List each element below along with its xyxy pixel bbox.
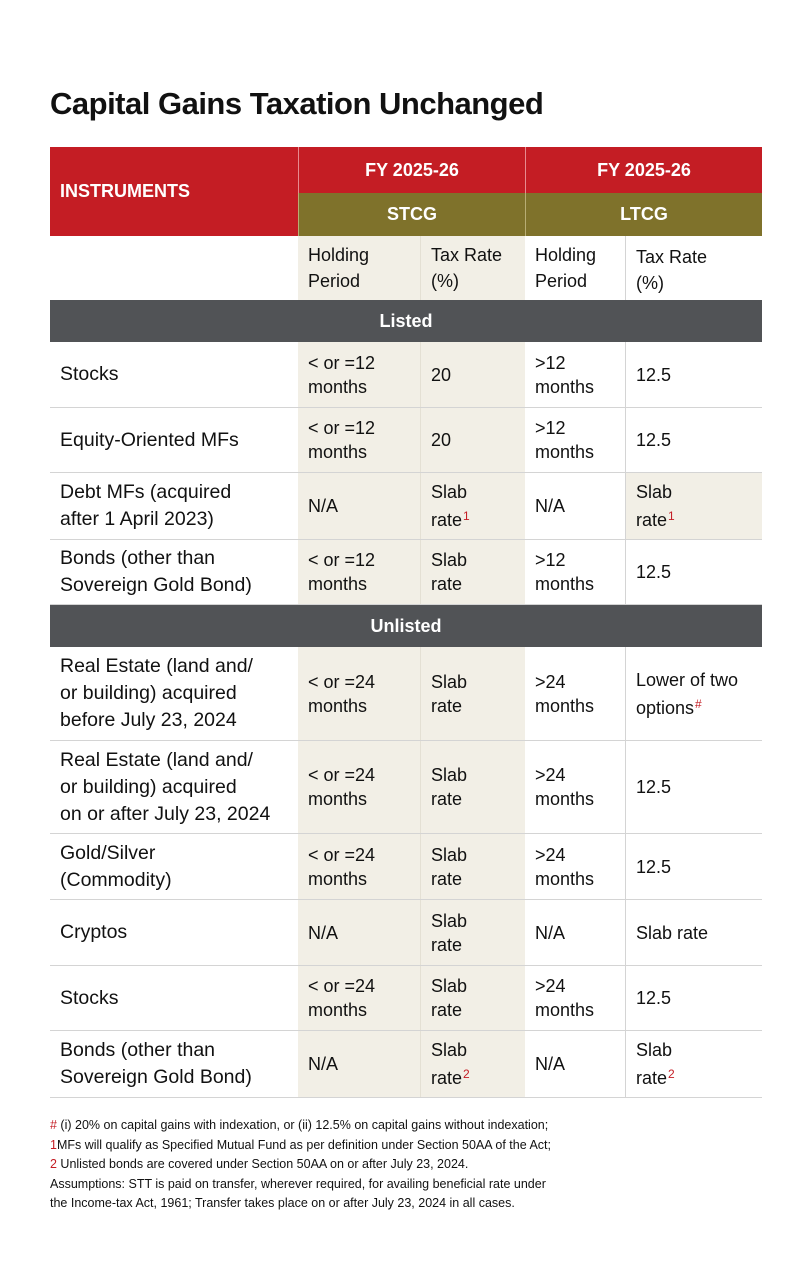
- st-tax-rate-cell: [420, 342, 525, 407]
- lt-tax-rate-cell-text: Slab rate$^1$: [636, 482, 675, 530]
- st-tax-rate-cell-text: Slab rate: [431, 910, 468, 955]
- footnote-marker: 2: [463, 1067, 470, 1081]
- lt-holding-period-cell: [525, 647, 625, 740]
- instrument-cell-text: Cryptos: [60, 921, 128, 943]
- lt-holding-period-cell-text: N/A: [535, 496, 566, 516]
- lt-holding-period-cell: [525, 473, 625, 539]
- st-tax-rate-cell-text: Slab rate: [431, 976, 468, 1020]
- st-holding-period-cell-text: < or =24 months: [308, 976, 376, 1020]
- st-holding-period-cell-text: N/A: [308, 922, 339, 943]
- table-row: [50, 900, 762, 966]
- st-holding-period-cell: [298, 342, 420, 407]
- footnote-line: [50, 1116, 610, 1136]
- fy-ltcg-label: FY 2025-26: [597, 159, 691, 180]
- lt-tax-rate-cell: [625, 834, 762, 899]
- instrument-cell: [50, 900, 298, 965]
- instrument-cell-text: Bonds (other than Sovereign Gold Bond): [60, 1039, 252, 1088]
- lt-holding-period-cell-text: N/A: [535, 1054, 566, 1074]
- st-tax-rate-cell-text: Slab rate: [431, 550, 468, 594]
- st-tax-rate-cell: [420, 834, 525, 899]
- table-row: [50, 647, 762, 741]
- lt-holding-period-cell-text: >24 months: [535, 844, 595, 889]
- instrument-cell: [50, 834, 298, 899]
- lt-tax-rate-cell-text: 12.5: [636, 988, 672, 1008]
- lt-tax-rate-header: Tax Rate (%): [625, 236, 762, 300]
- st-holding-period-cell: [298, 741, 420, 833]
- footnote-mark: 1: [50, 1137, 57, 1152]
- lt-tax-rate-cell: [625, 473, 762, 539]
- instrument-cell-text: Stocks: [60, 363, 119, 385]
- st-tax-rate-cell: [420, 408, 525, 472]
- lt-tax-rate-cell-text: 12.5: [636, 562, 672, 582]
- footnote-text: Unlisted bonds are covered under Section 50AA on or after July 23, 2024.: [56, 1157, 469, 1171]
- footnote-marker: 1: [463, 509, 470, 523]
- section-header-unlisted: Unlisted: [50, 605, 762, 647]
- instrument-cell-text: Real Estate (land and/ or building) acquired before July 23, 2024: [60, 655, 253, 731]
- lt-tax-rate-cell: [625, 966, 762, 1030]
- st-tax-rate-cell: [420, 540, 525, 604]
- instrument-cell-text: Bonds (other than Sovereign Gold Bond): [60, 547, 252, 596]
- st-tax-rate-cell: [420, 647, 525, 740]
- st-holding-period-cell-text: N/A: [308, 496, 339, 516]
- lt-holding-period-cell: [525, 408, 625, 472]
- ltcg-header: [525, 193, 762, 236]
- lt-tax-rate-cell-text: Slab rate$^2$: [636, 1040, 675, 1088]
- st-holding-period-cell-text: < or =24 months: [308, 844, 376, 889]
- footnote-marker: 2: [668, 1067, 675, 1081]
- st-tax-rate-header: Tax Rate (%): [420, 236, 525, 300]
- st-holding-period-cell-text: N/A: [308, 1054, 339, 1074]
- lt-holding-period-cell: [525, 1031, 625, 1097]
- table-row: [50, 473, 762, 540]
- footnote-line: [50, 1136, 610, 1156]
- instrument-cell: [50, 741, 298, 833]
- lt-holding-period-cell-text: >24 months: [535, 765, 595, 809]
- st-holding-period-cell: [298, 1031, 420, 1097]
- st-tax-rate-cell: [420, 741, 525, 833]
- lt-holding-period-cell: [525, 342, 625, 407]
- lt-holding-period-cell: [525, 741, 625, 833]
- table-row: [50, 342, 762, 408]
- st-tax-rate-cell-text: Slab rate: [431, 765, 468, 809]
- table-row: [50, 540, 762, 605]
- lt-holding-period-cell: [525, 540, 625, 604]
- footnote-text: Assumptions: STT is paid on transfer, wherever required, for availing beneficial rate under: [50, 1176, 546, 1191]
- footnote-text: (i) 20% on capital gains with indexation, or (ii) 12.5% on capital gains without indexation;: [56, 1118, 549, 1132]
- lt-tax-rate-cell: [625, 900, 762, 965]
- fy-stcg-header: [298, 147, 525, 193]
- page-title: Capital Gains Taxation Unchanged: [50, 86, 544, 121]
- section-header-listed: Listed: [50, 300, 762, 342]
- st-tax-rate-cell-text: 20: [431, 430, 452, 450]
- footnote-mark: #: [50, 1118, 57, 1132]
- lt-tax-rate-cell: [625, 540, 762, 604]
- footnotes: [50, 1116, 610, 1214]
- footnote-marker: #: [695, 696, 702, 711]
- instrument-cell: [50, 342, 298, 407]
- st-holding-period-cell-text: < or =12 months: [308, 418, 376, 462]
- lt-tax-rate-cell: [625, 408, 762, 472]
- instrument-cell: [50, 647, 298, 740]
- instrument-cell: [50, 408, 298, 472]
- ltcg-label: LTCG: [620, 204, 668, 224]
- st-holding-period-cell-text: < or =24 months: [308, 671, 376, 716]
- table-row: [50, 408, 762, 473]
- st-holding-period-cell: [298, 900, 420, 965]
- lt-holding-period-cell: [525, 966, 625, 1030]
- footnote-line: [50, 1194, 610, 1214]
- st-tax-rate-cell-text: Slab rate$^1$: [431, 482, 470, 530]
- st-holding-period-cell: [298, 408, 420, 472]
- st-holding-period-header: Holding Period: [298, 236, 420, 300]
- instrument-cell-text: Debt MFs (acquired after 1 April 2023): [60, 481, 232, 530]
- table-row: [50, 1031, 762, 1098]
- instrument-cell: [50, 966, 298, 1030]
- lt-tax-rate-cell-text: Slab rate: [636, 922, 709, 943]
- st-holding-period-cell-text: < or =24 months: [308, 765, 376, 809]
- st-tax-rate-cell: [420, 473, 525, 539]
- st-tax-rate-cell-text: Slab rate: [431, 844, 468, 889]
- lt-tax-rate-cell: [625, 342, 762, 407]
- lt-tax-rate-cell-text: 12.5: [636, 364, 672, 385]
- lt-tax-rate-cell-text: 12.5: [636, 430, 672, 450]
- st-tax-rate-cell: [420, 1031, 525, 1097]
- lt-tax-rate-cell: [625, 647, 762, 740]
- lt-tax-rate-cell-text: 12.5: [636, 856, 672, 877]
- instruments-header: [50, 147, 298, 236]
- footnote-line: [50, 1155, 610, 1175]
- footnote-marker: 1: [668, 509, 675, 523]
- fy-ltcg-header: [525, 147, 762, 193]
- lt-tax-rate-cell: [625, 1031, 762, 1097]
- footnote-text: MFs will qualify as Specified Mutual Fund as per definition under Section 50AA of the Act;: [56, 1137, 551, 1152]
- lt-holding-period-cell-text: >12 months: [535, 352, 595, 397]
- st-tax-rate-cell-text: 20: [431, 364, 452, 385]
- footnote-mark: 2: [50, 1157, 57, 1171]
- st-holding-period-cell: [298, 647, 420, 740]
- st-holding-period-cell: [298, 966, 420, 1030]
- st-tax-rate-cell: [420, 900, 525, 965]
- lt-holding-period-cell-text: N/A: [535, 922, 566, 943]
- st-tax-rate-cell-text: Slab rate: [431, 671, 468, 716]
- table-row: [50, 966, 762, 1031]
- instrument-cell-text: Real Estate (land and/ or building) acquired on or after July 23, 2024: [60, 748, 271, 825]
- stcg-header: [298, 193, 525, 236]
- stcg-label: STCG: [386, 204, 437, 224]
- instrument-cell-text: Equity-Oriented MFs: [60, 428, 239, 451]
- lt-holding-period-cell: [525, 834, 625, 899]
- lt-holding-period-cell-text: >12 months: [535, 550, 595, 594]
- table-row: [50, 741, 762, 834]
- fy-stcg-label: FY 2025-26: [365, 159, 459, 180]
- lt-holding-period-cell: [525, 900, 625, 965]
- st-holding-period-cell: [298, 834, 420, 899]
- instrument-cell: [50, 540, 298, 604]
- st-tax-rate-cell: [420, 966, 525, 1030]
- lt-holding-period-cell-text: >12 months: [535, 418, 595, 462]
- footnote-text: the Income-tax Act, 1961; Transfer takes place on or after July 23, 2024 in all cases.: [50, 1196, 515, 1210]
- st-holding-period-cell-text: < or =12 months: [308, 550, 376, 594]
- table-row: [50, 834, 762, 900]
- st-holding-period-cell-text: < or =12 months: [308, 352, 376, 397]
- instrument-cell: [50, 473, 298, 539]
- lt-holding-period-header: Holding Period: [535, 245, 597, 291]
- lt-holding-period-cell-text: >24 months: [535, 671, 595, 716]
- st-holding-period-cell: [298, 473, 420, 539]
- lt-tax-rate-cell: [625, 741, 762, 833]
- lt-tax-rate-cell-text: 12.5: [636, 777, 672, 797]
- instrument-cell: [50, 1031, 298, 1097]
- lt-tax-rate-cell-text: Lower of two options#: [636, 669, 739, 718]
- footnote-line: [50, 1175, 610, 1195]
- instrument-cell-text: Gold/Silver (Commodity): [60, 841, 172, 891]
- lt-holding-period-cell-text: >24 months: [535, 976, 595, 1020]
- st-holding-period-cell: [298, 540, 420, 604]
- instrument-cell-text: Stocks: [60, 986, 119, 1009]
- instruments-header-label: INSTRUMENTS: [60, 181, 190, 201]
- st-tax-rate-cell-text: Slab rate$^2$: [431, 1040, 470, 1088]
